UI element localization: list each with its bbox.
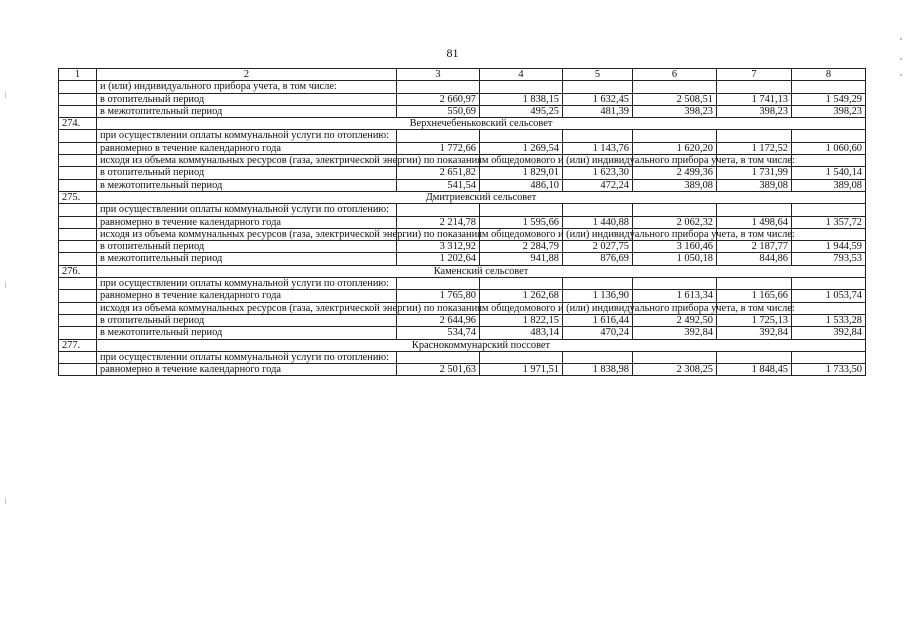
value-cell: 2 660,97 [397,93,480,105]
value-cell: 1 733,50 [792,364,866,376]
row-label: исходя из объема коммунальных ресурсов (газа, электрической энергии) по показаниям общедомового и (или) индивидуального прибора учета, в том числе: [97,155,397,167]
row-label: равномерно в течение календарного года [97,142,397,154]
value-cell: 392,84 [717,327,792,339]
row-label: в отопительный период [97,241,397,253]
value-cell: 1 741,13 [717,93,792,105]
row-number-cell [59,314,97,326]
section-row [59,191,866,203]
data-row [59,179,866,191]
value-cell: 495,25 [480,105,563,117]
data-row [59,327,866,339]
section-number: 276. [59,265,97,277]
value-cell [563,81,633,93]
page-number: 81 [446,46,459,60]
value-cell: 389,08 [717,179,792,191]
row-number-cell [59,253,97,265]
value-cell: 2 027,75 [563,241,633,253]
row-number-cell [59,302,97,314]
value-cell: 541,54 [397,179,480,191]
row-number-cell [59,364,97,376]
value-cell: 2 501,63 [397,364,480,376]
row-number-cell [59,167,97,179]
value-cell [633,351,717,363]
value-cell: 2 062,32 [633,216,717,228]
value-cell: 941,88 [480,253,563,265]
value-cell: 1 772,66 [397,142,480,154]
row-number-cell [59,351,97,363]
tariff-table [58,68,866,376]
value-cell: 389,08 [633,179,717,191]
value-cell [397,278,480,290]
value-cell: 534,74 [397,327,480,339]
value-cell [633,204,717,216]
value-cell: 1 765,80 [397,290,480,302]
value-cell [563,204,633,216]
row-number-cell [59,93,97,105]
value-cell: 1 498,64 [717,216,792,228]
row-number-cell [59,327,97,339]
value-cell: 2 284,79 [480,241,563,253]
section-number: 275. [59,191,97,203]
value-cell: 392,84 [792,327,866,339]
value-cell: 1 838,15 [480,93,563,105]
row-label: равномерно в течение календарного года [97,290,397,302]
value-cell [717,130,792,142]
description-row [59,228,866,240]
value-cell [792,155,866,167]
data-row [59,93,866,105]
value-cell: 481,39 [563,105,633,117]
value-cell: 392,84 [633,327,717,339]
value-cell: 2 499,36 [633,167,717,179]
value-cell [563,130,633,142]
scan-edge-mark [900,58,902,60]
data-row [59,216,866,228]
value-cell: 1 971,51 [480,364,563,376]
value-cell: 1 269,54 [480,142,563,154]
value-cell [792,351,866,363]
value-cell [717,81,792,93]
value-cell [397,130,480,142]
value-cell: 1 050,18 [633,253,717,265]
value-cell: 876,69 [563,253,633,265]
value-cell: 550,69 [397,105,480,117]
value-cell [633,81,717,93]
value-cell [480,81,563,93]
value-cell: 2 492,50 [633,314,717,326]
row-label: при осуществлении оплаты коммунальной услуги по отоплению: [97,278,397,290]
description-row [59,155,866,167]
value-cell [792,81,866,93]
data-row [59,364,866,376]
value-cell [480,130,563,142]
value-cell: 1 623,30 [563,167,633,179]
row-label: в межотопительный период [97,327,397,339]
value-cell: 1 053,74 [792,290,866,302]
value-cell: 2 651,82 [397,167,480,179]
row-label: и (или) индивидуального прибора учета, в том числе: [97,81,397,93]
row-number-cell [59,228,97,240]
row-label: в межотопительный период [97,253,397,265]
data-row [59,167,866,179]
section-row [59,339,866,351]
row-number-cell [59,105,97,117]
value-cell: 3 160,46 [633,241,717,253]
value-cell [792,302,866,314]
value-cell: 1 143,76 [563,142,633,154]
section-row [59,118,866,130]
row-number-cell [59,155,97,167]
value-cell: 1 595,66 [480,216,563,228]
value-cell [792,130,866,142]
table-body [59,81,866,376]
column-number-row [59,69,866,81]
row-label: при осуществлении оплаты коммунальной услуги по отоплению: [97,204,397,216]
data-row [59,314,866,326]
value-cell: 2 187,77 [717,241,792,253]
data-row [59,241,866,253]
value-cell: 470,24 [563,327,633,339]
row-label: в отопительный период [97,314,397,326]
description-row [59,81,866,93]
value-cell: 1 616,44 [563,314,633,326]
value-cell: 2 644,96 [397,314,480,326]
value-cell: 1 540,14 [792,167,866,179]
scan-margin-mark [5,498,6,504]
value-cell: 398,23 [792,105,866,117]
value-cell [633,130,717,142]
section-title: Дмитриевский сельсовет [97,191,866,203]
value-cell: 1 165,66 [717,290,792,302]
row-label: в отопительный период [97,93,397,105]
value-cell: 1 440,88 [563,216,633,228]
value-cell: 1 549,29 [792,93,866,105]
description-row [59,351,866,363]
row-number-cell [59,142,97,154]
scan-edge-mark [900,74,902,76]
row-number-cell [59,81,97,93]
value-cell: 1 202,64 [397,253,480,265]
value-cell [633,278,717,290]
value-cell: 1 848,45 [717,364,792,376]
value-cell [563,351,633,363]
section-title: Каменский сельсовет [97,265,866,277]
value-cell: 1 731,99 [717,167,792,179]
row-number-cell [59,130,97,142]
value-cell: 3 312,92 [397,241,480,253]
value-cell: 472,24 [563,179,633,191]
description-row [59,278,866,290]
scan-margin-mark [5,282,6,288]
row-label: при осуществлении оплаты коммунальной услуги по отоплению: [97,351,397,363]
data-row [59,253,866,265]
value-cell: 2 214,78 [397,216,480,228]
value-cell [717,278,792,290]
scan-margin-mark [5,92,6,98]
value-cell: 1 822,15 [480,314,563,326]
row-label: при осуществлении оплаты коммунальной услуги по отоплению: [97,130,397,142]
row-label: исходя из объема коммунальных ресурсов (газа, электрической энергии) по показаниям общедомового и (или) индивидуального прибора учета, в том числе: [97,302,397,314]
row-label: в отопительный период [97,167,397,179]
section-number: 277. [59,339,97,351]
column-number: 6 [633,69,717,81]
value-cell: 389,08 [792,179,866,191]
row-number-cell [59,204,97,216]
value-cell [397,351,480,363]
column-number: 4 [480,69,563,81]
value-cell [397,204,480,216]
description-row [59,204,866,216]
column-number: 7 [717,69,792,81]
row-label: равномерно в течение календарного года [97,364,397,376]
column-number: 2 [97,69,397,81]
value-cell: 1 613,34 [633,290,717,302]
value-cell [717,204,792,216]
column-number: 3 [397,69,480,81]
value-cell: 2 508,51 [633,93,717,105]
row-number-cell [59,278,97,290]
value-cell [480,204,563,216]
value-cell: 1 136,90 [563,290,633,302]
value-cell: 1 533,28 [792,314,866,326]
value-cell [792,278,866,290]
value-cell: 1 262,68 [480,290,563,302]
section-row [59,265,866,277]
column-number: 5 [563,69,633,81]
value-cell: 398,23 [633,105,717,117]
section-title: Верхнечебеньковский сельсовет [97,118,866,130]
value-cell [563,278,633,290]
value-cell: 483,14 [480,327,563,339]
value-cell: 1 060,60 [792,142,866,154]
row-number-cell [59,179,97,191]
value-cell: 398,23 [717,105,792,117]
row-number-cell [59,241,97,253]
section-number: 274. [59,118,97,130]
row-number-cell [59,290,97,302]
value-cell: 1 620,20 [633,142,717,154]
data-row [59,290,866,302]
value-cell: 1 172,52 [717,142,792,154]
row-number-cell [59,216,97,228]
value-cell [792,228,866,240]
data-row [59,105,866,117]
value-cell: 1 829,01 [480,167,563,179]
data-row [59,142,866,154]
row-label: в межотопительный период [97,105,397,117]
value-cell: 2 308,25 [633,364,717,376]
value-cell: 486,10 [480,179,563,191]
value-cell [717,351,792,363]
value-cell: 844,86 [717,253,792,265]
value-cell [480,278,563,290]
row-label: исходя из объема коммунальных ресурсов (газа, электрической энергии) по показаниям общедомового и (или) индивидуального прибора учета, в том числе: [97,228,397,240]
column-number: 8 [792,69,866,81]
value-cell: 1 725,13 [717,314,792,326]
value-cell: 793,53 [792,253,866,265]
section-title: Краснокоммунарский поссовет [97,339,866,351]
value-cell [792,204,866,216]
row-label: равномерно в течение календарного года [97,216,397,228]
description-row [59,302,866,314]
value-cell: 1 357,72 [792,216,866,228]
value-cell: 1 632,45 [563,93,633,105]
description-row [59,130,866,142]
column-number: 1 [59,69,97,81]
value-cell: 1 838,98 [563,364,633,376]
value-cell [397,81,480,93]
row-label: в межотопительный период [97,179,397,191]
value-cell: 1 944,59 [792,241,866,253]
value-cell [480,351,563,363]
scan-edge-mark [900,38,902,40]
